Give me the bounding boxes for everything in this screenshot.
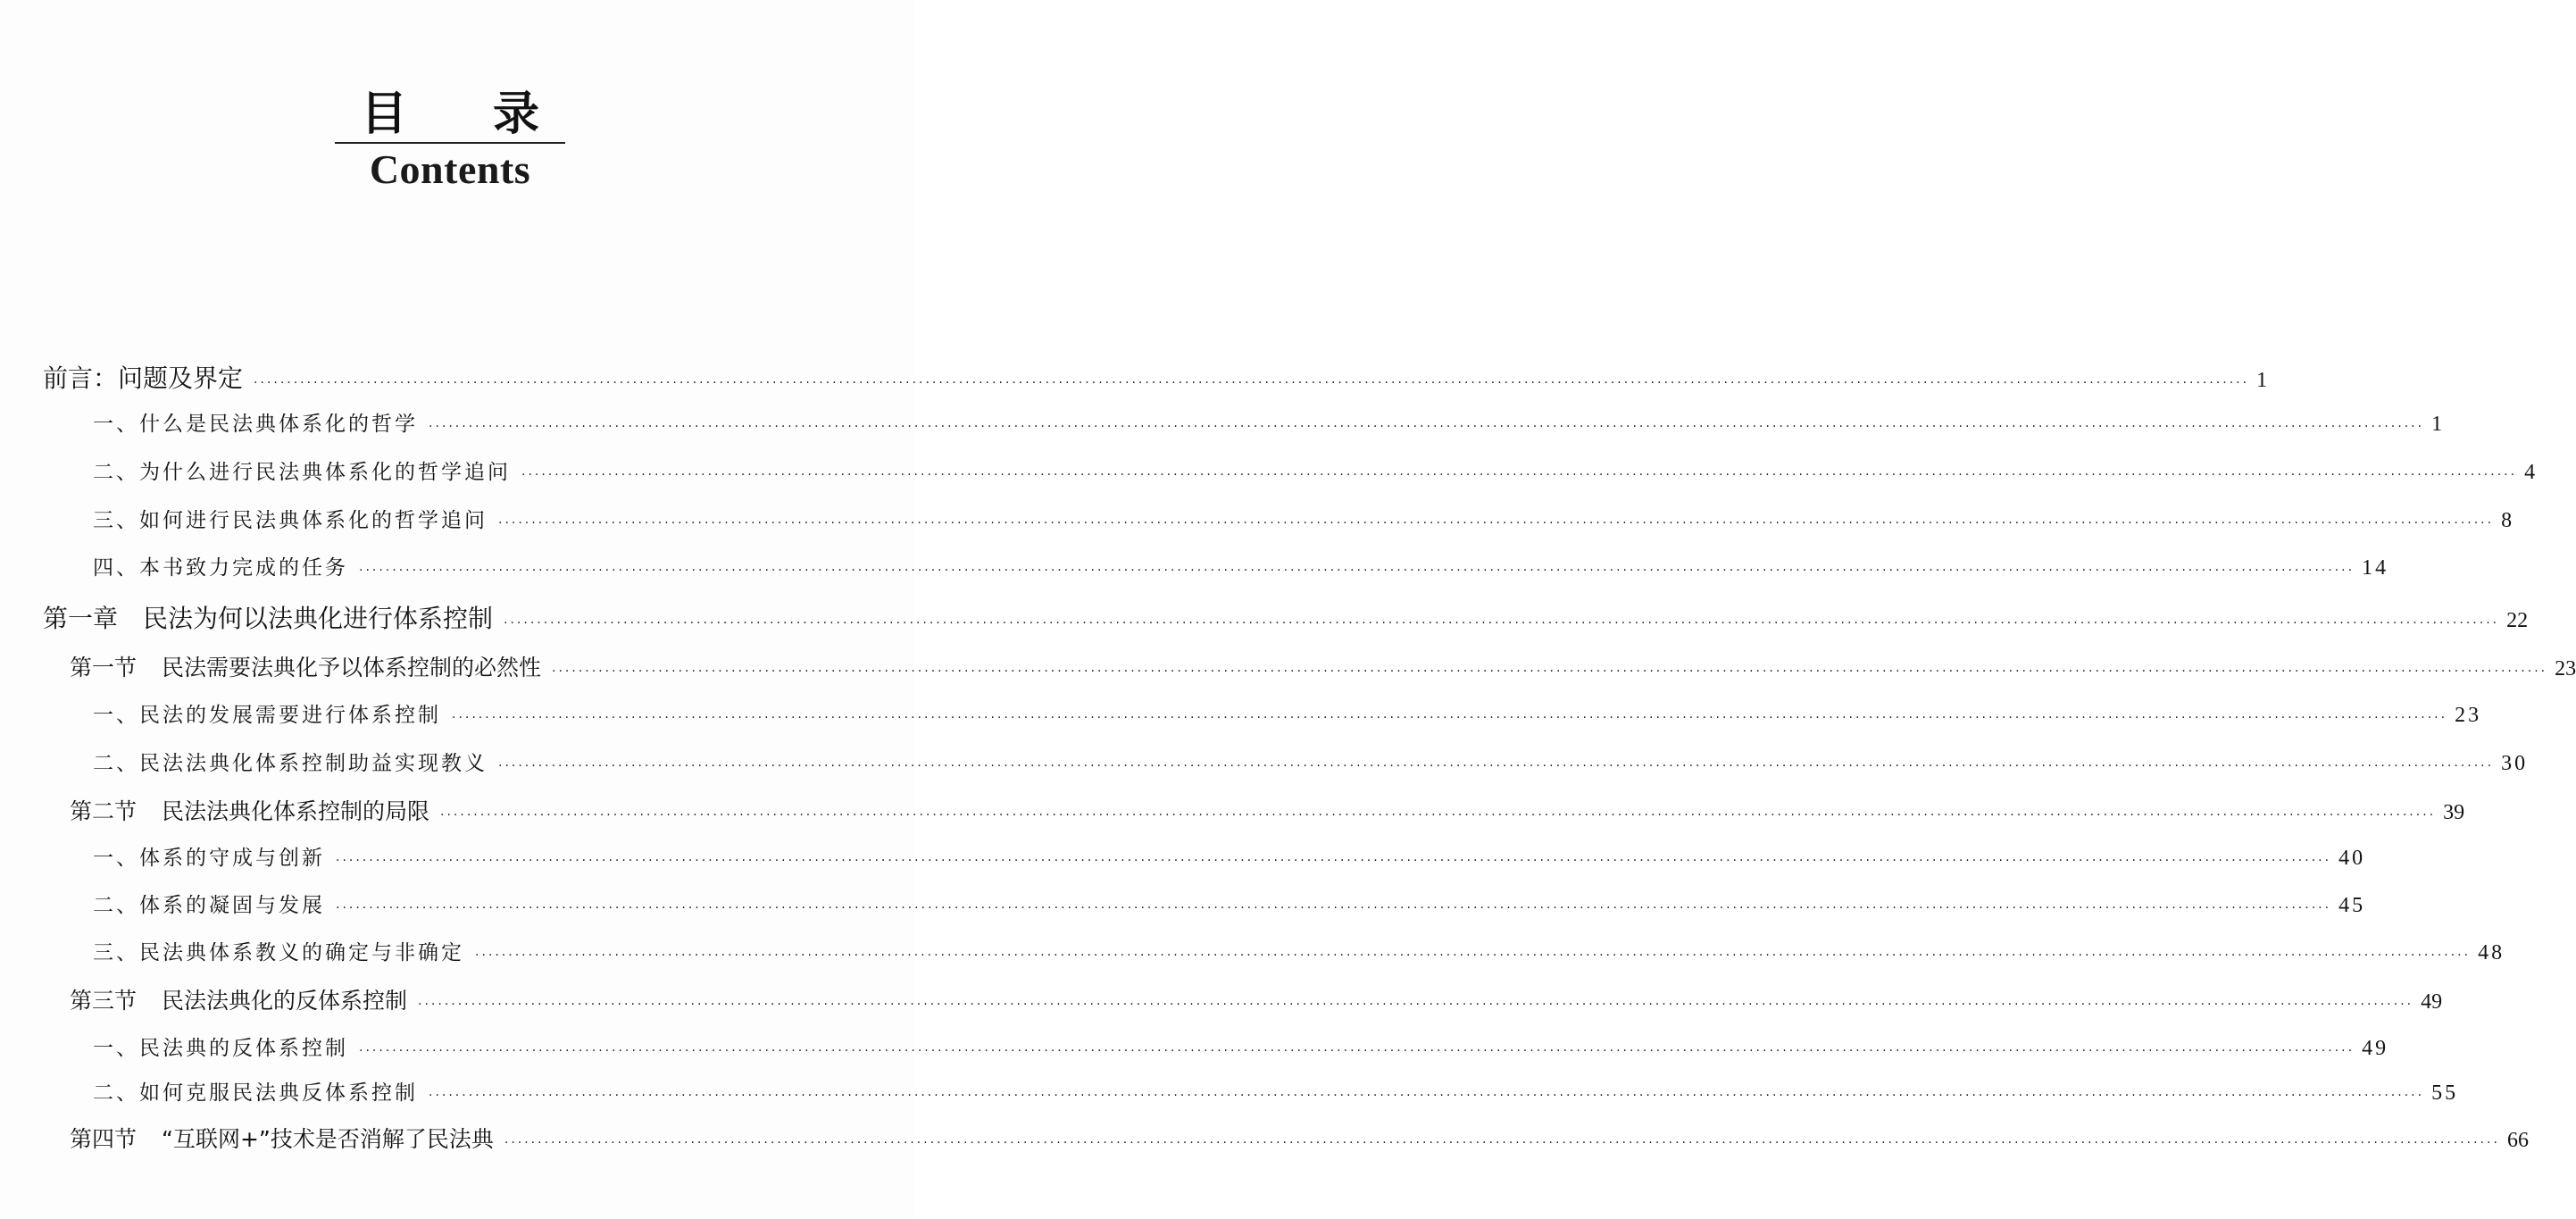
toc-dot-leader: ············································································································································································································································································································ xyxy=(452,711,2448,725)
toc-entry-label: 一、民法的发展需要进行体系控制 xyxy=(93,704,441,727)
toc-page-number: 22 xyxy=(2506,609,2529,632)
toc-entry-label: 二、如何克服民法典反体系控制 xyxy=(93,1081,418,1105)
toc-entry-title xyxy=(93,504,488,533)
toc-entry-title xyxy=(93,841,325,871)
toc-dot-leader: ············································································································································································································································································································ xyxy=(254,376,2250,390)
toc-entry-title xyxy=(70,983,407,1015)
toc-page-number: 39 xyxy=(2443,801,2465,824)
toc-entry-title xyxy=(93,455,511,485)
toc-entry-title xyxy=(70,1122,494,1154)
toc-entry-number: 第四节 xyxy=(70,1126,138,1152)
toc-entry[interactable] xyxy=(43,359,2268,395)
toc-entry-number: 第三节 xyxy=(70,988,138,1014)
toc-entry-label: 二、为什么进行民法典体系化的哲学追问 xyxy=(93,461,511,484)
toc-entry-label: 三、如何进行民法典体系化的哲学追问 xyxy=(93,509,488,532)
toc-entry[interactable] xyxy=(70,794,2465,826)
toc-entry[interactable] xyxy=(93,936,2505,965)
toc-entry[interactable] xyxy=(70,1122,2529,1154)
toc-entry[interactable] xyxy=(93,889,2366,918)
toc-entry-label: 一、体系的守成与创新 xyxy=(93,847,325,870)
toc-entry-label: 一、民法典的反体系控制 xyxy=(93,1037,348,1060)
contents-title-english: Contents xyxy=(369,146,531,192)
toc-entry-label: 二、民法法典化体系控制助益实现教义 xyxy=(93,752,488,775)
toc-page-number: 40 xyxy=(2338,847,2366,870)
toc-entry-title xyxy=(93,747,488,776)
toc-entry[interactable] xyxy=(70,650,2576,682)
toc-entry[interactable] xyxy=(93,455,2538,485)
toc-dot-leader: ············································································································································································································································································································ xyxy=(336,854,2332,868)
toc-dot-leader: ············································································································································································································································································································ xyxy=(521,468,2518,482)
toc-entry-label: 二、体系的凝固与发展 xyxy=(93,894,325,917)
toc-entry-label: 民法为何以法典化进行体系控制 xyxy=(143,604,494,633)
toc-page-number: 55 xyxy=(2431,1081,2459,1105)
toc-page-number: 8 xyxy=(2501,509,2515,532)
toc-dot-leader: ············································································································································································································································································································ xyxy=(498,759,2495,773)
toc-page-number: 4 xyxy=(2524,461,2538,484)
toc-dot-leader: ············································································································································································································································································································ xyxy=(504,616,2500,630)
toc-dot-leader: ············································································································································································································································································································ xyxy=(498,516,2495,530)
toc-page-number: 45 xyxy=(2338,894,2366,917)
toc-entry[interactable] xyxy=(93,1031,2389,1061)
toc-dot-leader: ············································································································································································································································································································ xyxy=(475,948,2472,963)
toc-dot-leader: ············································································································································································································································································································ xyxy=(440,808,2437,822)
toc-dot-leader: ············································································································································································································································································································ xyxy=(552,664,2548,679)
toc-entry-label: 民法需要法典化予以体系控制的必然性 xyxy=(162,655,542,680)
toc-entry[interactable] xyxy=(93,698,2482,728)
toc-entry[interactable] xyxy=(93,841,2366,871)
toc-page-number: 30 xyxy=(2501,752,2529,775)
toc-page-number: 1 xyxy=(2256,369,2268,392)
toc-entry-number: 第一节 xyxy=(70,655,138,680)
toc-entry-title xyxy=(93,551,348,580)
toc-entry-number: 第二节 xyxy=(70,798,138,824)
toc-page-number: 49 xyxy=(2362,1037,2389,1060)
toc-dot-leader: ············································································································································································································································································································ xyxy=(504,1136,2500,1150)
toc-entry-number: 第一章 xyxy=(43,604,119,633)
toc-entry[interactable] xyxy=(70,983,2443,1015)
toc-page-number: 1 xyxy=(2431,413,2446,436)
toc-entry-title xyxy=(70,650,541,682)
toc-dot-leader: ············································································································································································································································································································ xyxy=(429,1089,2425,1103)
toc-entry[interactable] xyxy=(43,599,2529,635)
toc-page-number: 49 xyxy=(2421,990,2443,1014)
toc-page-number: 14 xyxy=(2362,556,2389,580)
toc-page-number: 48 xyxy=(2478,941,2505,964)
toc-dot-leader: ············································································································································································································································································································ xyxy=(418,998,2414,1012)
toc-entry-title xyxy=(93,1076,418,1106)
toc-dot-leader: ············································································································································································································································································································ xyxy=(359,1044,2355,1058)
toc-entry[interactable] xyxy=(93,407,2446,437)
toc-entry[interactable] xyxy=(93,551,2389,580)
toc-entry-label: 四、本书致力完成的任务 xyxy=(93,556,348,580)
toc-dot-leader: ············································································································································································································································································································ xyxy=(429,420,2425,434)
toc-entry[interactable] xyxy=(93,504,2515,533)
toc-entry-title xyxy=(43,359,243,395)
toc-entry-label: 民法法典化体系控制的局限 xyxy=(162,798,430,824)
toc-page-number: 23 xyxy=(2455,704,2482,727)
toc-entry-title xyxy=(43,599,493,635)
toc-entry[interactable] xyxy=(93,1076,2459,1106)
toc-entry-title xyxy=(93,407,418,437)
toc-page-number: 66 xyxy=(2506,1129,2529,1152)
toc-entry[interactable] xyxy=(93,747,2529,776)
toc-entry-label: “互联网+”技术是否消解了民法典 xyxy=(162,1126,494,1152)
contents-title-chinese: 目录 xyxy=(360,88,625,141)
toc-page-number: 23 xyxy=(2555,657,2576,680)
toc-entry-title xyxy=(93,889,325,918)
toc-dot-leader: ············································································································································································································································································································ xyxy=(359,564,2355,578)
toc-entry-label: 前言：问题及界定 xyxy=(43,363,244,393)
toc-entry-label: 民法法典化的反体系控制 xyxy=(162,988,408,1014)
toc-entry-title xyxy=(93,1031,348,1061)
toc-dot-leader: ············································································································································································································································································································ xyxy=(336,901,2332,915)
toc-entry-label: 三、民法典体系教义的确定与非确定 xyxy=(93,941,464,964)
toc-entry-title xyxy=(93,698,441,728)
toc-entry-label: 一、什么是民法典体系化的哲学 xyxy=(93,413,418,436)
toc-entry-title xyxy=(70,794,429,826)
toc-entry-title xyxy=(93,936,464,965)
